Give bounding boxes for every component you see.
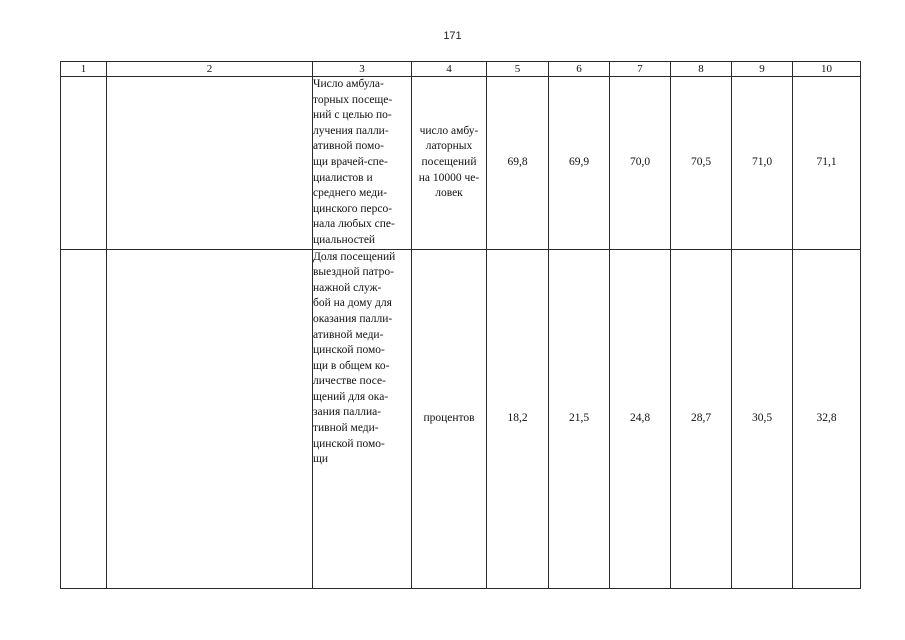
unit-line: число амбу- — [419, 124, 479, 137]
unit-line: процентов — [423, 411, 475, 424]
indicator-cell — [313, 77, 412, 250]
row-number-cell — [61, 77, 107, 250]
indicator-line: нажной служ- — [313, 281, 382, 294]
indicator-line: Доля посещений — [313, 250, 396, 263]
value-cell-8: 28,7 — [671, 249, 732, 588]
unit-cell — [412, 77, 487, 250]
unit-line: ловек — [435, 187, 463, 200]
row-number-cell — [61, 249, 107, 588]
header-cell-10: 10 — [793, 62, 861, 77]
table-row — [61, 249, 861, 588]
unit-line: латорных — [425, 140, 473, 153]
unit-line: на 10000 че- — [418, 171, 480, 184]
header-cell-4: 4 — [412, 62, 487, 77]
header-cell-8: 8 — [671, 62, 732, 77]
table-row — [61, 77, 861, 250]
indicator-line: среднего меди- — [313, 187, 388, 200]
value-cell-8: 70,5 — [671, 77, 732, 250]
indicator-line: оказания палли- — [313, 312, 393, 325]
indicator-line: нала любых спе- — [313, 218, 395, 231]
value-cell-7: 24,8 — [610, 249, 671, 588]
indicator-line: циалистов и — [313, 171, 373, 184]
indicator-line: личестве посе- — [313, 375, 386, 388]
program-cell — [107, 77, 313, 250]
value-cell-5: 18,2 — [487, 249, 549, 588]
header-cell-2: 2 — [107, 62, 313, 77]
unit-line: посещений — [421, 155, 477, 168]
page-number: 171 — [443, 30, 462, 42]
header-cell-3: 3 — [313, 62, 412, 77]
indicator-line: торных посеще- — [313, 93, 393, 106]
indicator-line: цинской помо- — [313, 437, 385, 450]
indicator-line: цинского персо- — [313, 202, 393, 215]
indicator-line: щи — [313, 453, 329, 466]
indicator-line: Число амбула- — [313, 78, 384, 90]
program-cell — [107, 249, 313, 588]
header-cell-1: 1 — [61, 62, 107, 77]
header-cell-5: 5 — [487, 62, 549, 77]
table-header-row — [61, 62, 861, 77]
indicator-line: щи врачей-спе- — [313, 155, 388, 168]
value-cell-9: 71,0 — [732, 77, 793, 250]
indicator-line: щений для ока- — [313, 390, 389, 403]
value-cell-7: 70,0 — [610, 77, 671, 250]
value-cell-9: 30,5 — [732, 249, 793, 588]
indicator-line: тивной меди- — [313, 422, 379, 435]
indicator-line: циальностей — [313, 233, 376, 246]
value-cell-10: 71,1 — [793, 77, 861, 250]
indicator-line: зания паллиа- — [313, 406, 382, 419]
indicator-line: ативной меди- — [313, 328, 384, 341]
indicator-line: ний с целью по- — [313, 109, 392, 122]
data-table — [60, 61, 861, 589]
value-cell-5: 69,8 — [487, 77, 549, 250]
indicator-cell — [313, 249, 412, 588]
indicator-line: выездной патро- — [313, 266, 394, 279]
header-cell-9: 9 — [732, 62, 793, 77]
indicator-line: бой на дому для — [313, 297, 392, 310]
value-cell-10: 32,8 — [793, 249, 861, 588]
value-cell-6: 69,9 — [549, 77, 610, 250]
indicator-line: ативной помо- — [313, 140, 384, 153]
indicator-line: лучения палли- — [313, 124, 389, 137]
indicator-line: щи в общем ко- — [313, 359, 390, 372]
indicator-line: цинской помо- — [313, 344, 385, 357]
header-cell-6: 6 — [549, 62, 610, 77]
unit-cell — [412, 249, 487, 588]
header-cell-7: 7 — [610, 62, 671, 77]
value-cell-6: 21,5 — [549, 249, 610, 588]
